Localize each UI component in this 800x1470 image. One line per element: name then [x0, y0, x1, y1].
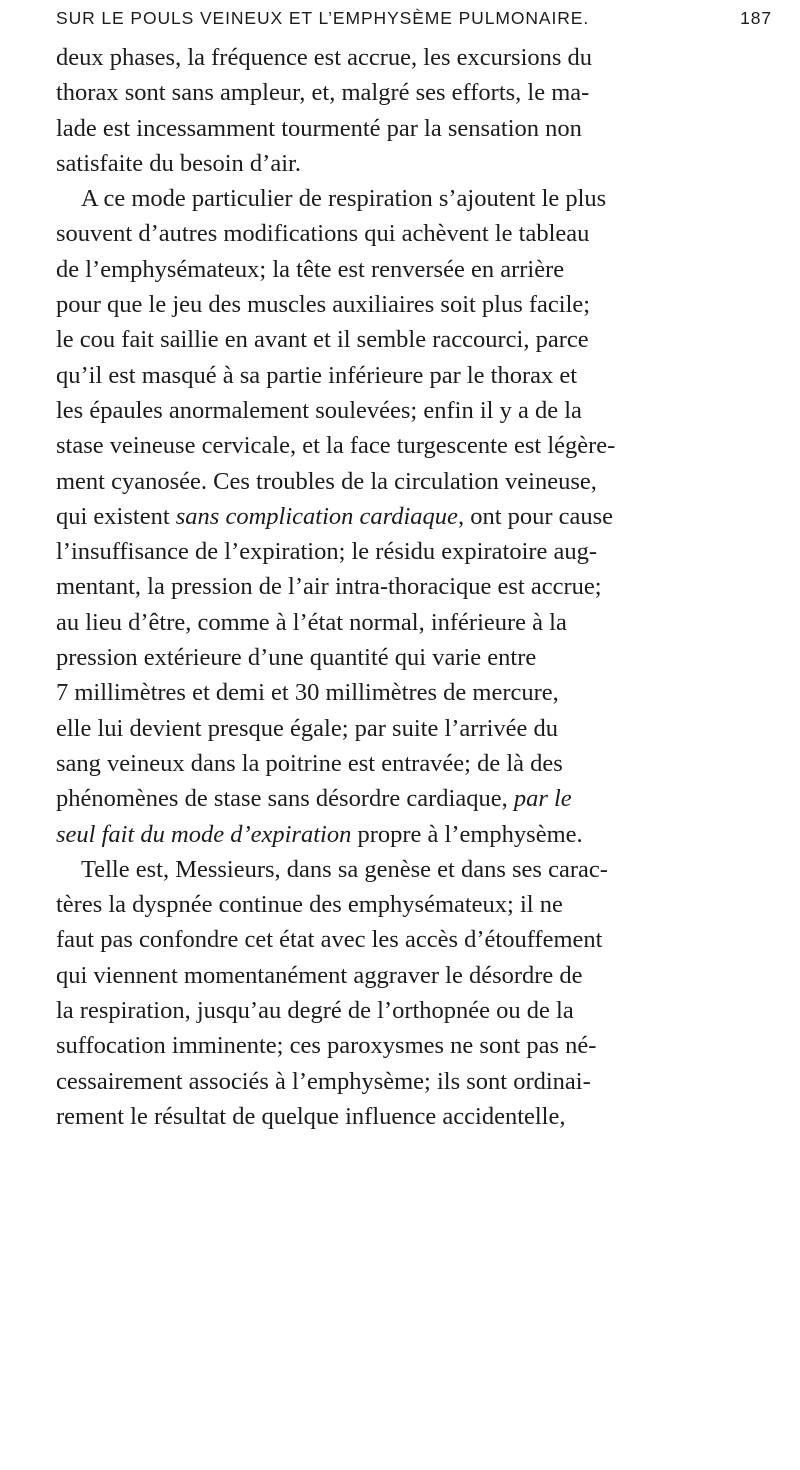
text-line: cessairement associés à l’emphysème; ils sont ordinai-: [56, 1067, 591, 1095]
text-line: Telle est, Messieurs, dans sa genèse et dans ses carac-: [81, 855, 608, 883]
text-line: les épaules anormalement soulevées; enfin il y a de la: [56, 396, 582, 424]
text-line: tères la dyspnée continue des emphysémateux; il ne: [56, 891, 563, 919]
text-line: [56, 781, 772, 816]
text-line: [56, 817, 772, 852]
italic-emphasis: par le: [513, 785, 572, 813]
body-text: [56, 40, 772, 1134]
text-line: au lieu d’être, comme à l’état normal, inférieure à la: [56, 608, 567, 636]
text-line: A ce mode particulier de respiration s’ajoutent le plus: [81, 185, 607, 213]
text-line: satisfaite du besoin d’air.: [56, 149, 301, 177]
text-line: [56, 499, 772, 534]
text-line: l’insuffisance de l’expiration; le résidu expiratoire aug-: [56, 538, 598, 566]
text-line: faut pas confondre cet état avec les accès d’étouffement: [56, 926, 603, 954]
text-line: stase veineuse cervicale, et la face turgescente est légère-: [56, 432, 616, 460]
text-line: suffocation imminente; ces paroxysmes ne sont pas né-: [56, 1032, 597, 1060]
text-line: thorax sont sans ampleur, et, malgré ses efforts, le ma-: [56, 79, 590, 107]
page-number: 187: [740, 8, 772, 28]
text-line: pression extérieure d’une quantité qui varie entre: [56, 644, 537, 672]
italic-emphasis: seul fait du mode d’expiration: [56, 820, 352, 848]
text-line: mentant, la pression de l’air intra-thoracique est accrue;: [56, 573, 602, 601]
text-line: lade est incessamment tourmenté par la sensation non: [56, 114, 582, 142]
italic-emphasis: sans complication cardiaque: [175, 502, 458, 530]
text-line: ment cyanosée. Ces troubles de la circulation veineuse,: [56, 467, 597, 495]
running-title: SUR LE POULS VEINEUX ET L’EMPHYSÈME PULMONAIRE.: [56, 8, 590, 28]
page-header: [56, 6, 772, 40]
text-line: rement le résultat de quelque influence accidentelle,: [56, 1102, 566, 1130]
text-segment: qui existent: [56, 502, 176, 530]
text-line: sang veineux dans la poitrine est entravée; de là des: [56, 749, 563, 777]
text-line: la respiration, jusqu’au degré de l’orthopnée ou de la: [56, 997, 574, 1025]
text-segment: phénomènes de stase sans désordre cardiaque,: [56, 785, 514, 813]
text-line: deux phases, la fréquence est accrue, les excursions du: [56, 44, 593, 71]
text-line: de l’emphysémateux; la tête est renversée en arrière: [56, 255, 565, 283]
text-segment: , ont pour cause: [457, 502, 614, 530]
text-line: souvent d’autres modifications qui achèvent le tableau: [56, 220, 590, 248]
text-segment: propre à l’emphysème.: [351, 820, 583, 848]
text-line: le cou fait saillie en avant et il semble raccourci, parce: [56, 326, 589, 354]
text-line: 7 millimètres et demi et 30 millimètres de mercure,: [56, 679, 559, 707]
text-line: qui viennent momentanément aggraver le désordre de: [56, 961, 583, 989]
text-line: qu’il est masqué à sa partie inférieure par le thorax et: [56, 361, 578, 389]
text-line: elle lui devient presque égale; par suite l’arrivée du: [56, 714, 559, 742]
text-line: pour que le jeu des muscles auxiliaires soit plus facile;: [56, 291, 591, 319]
